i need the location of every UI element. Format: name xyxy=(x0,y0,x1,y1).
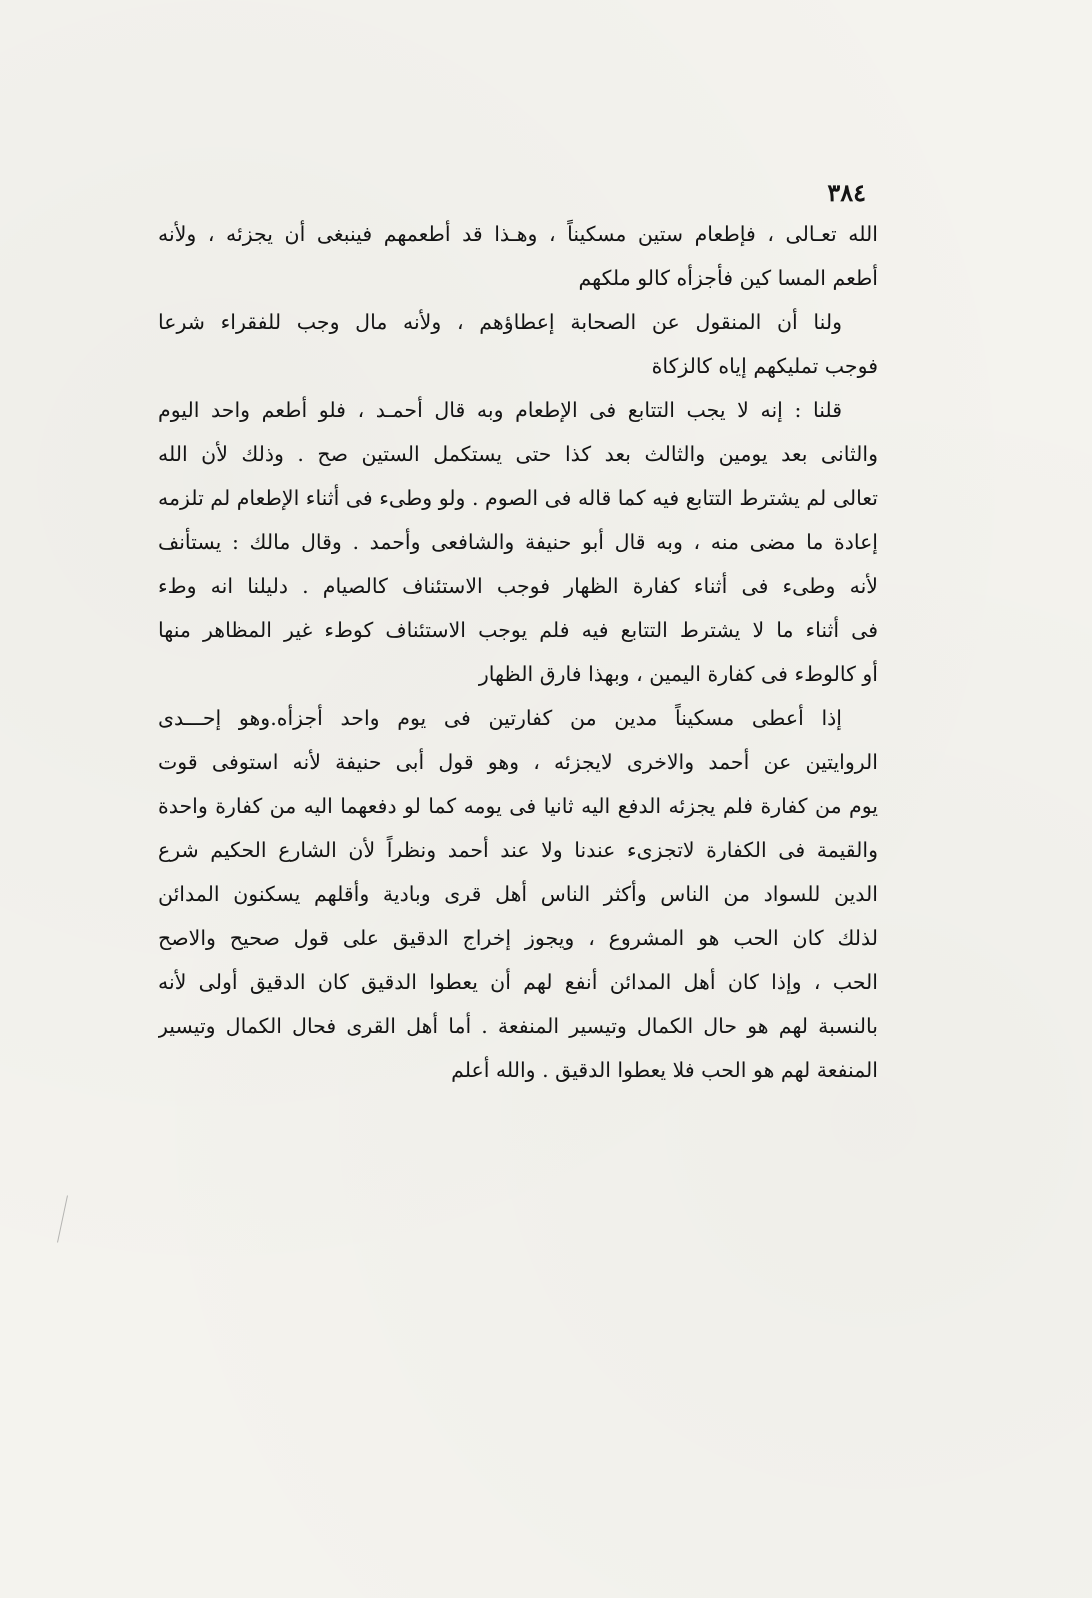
text-line: تعالى لم يشترط التتابع فيه كما قاله فى الصوم . ولو وطىء فى أثناء الإطعام لم تلزمه xyxy=(158,486,878,510)
text-line: الله تعـالى ، فإطعام ستين مسكيناً ، وهـذا قد أطعمهم فينبغى أن يجزئه ، ولأنه xyxy=(158,222,878,246)
text-line: الروايتين عن أحمد والاخرى لايجزئه ، وهو قول أبى حنيفة لأنه استوفى قوت xyxy=(158,750,878,774)
body-text xyxy=(158,212,878,1092)
text-line: فى أثناء ما لا يشترط التتابع فيه فلم يوجب الاستئناف كوطء غير المظاهر منها xyxy=(158,618,878,642)
text-line: لأنه وطىء فى أثناء كفارة الظهار فوجب الاستئناف كالصيام . دليلنا انه وطء xyxy=(158,574,878,598)
text-line: فوجب تمليكهم إياه كالزكاة xyxy=(651,354,878,378)
scan-artifact-mark xyxy=(57,1195,68,1242)
text-line: قلنا : إنه لا يجب التتابع فى الإطعام وبه قال أحمـد ، فلو أطعم واحد اليوم xyxy=(158,398,842,422)
text-line: يوم من كفارة فلم يجزئه الدفع اليه ثانيا فى يومه كما لو دفعهما اليه من كفارة واحدة xyxy=(158,794,878,818)
page-number: ٣٨٤ xyxy=(827,178,866,207)
text-line: المنفعة لهم هو الحب فلا يعطوا الدقيق . والله أعلم xyxy=(451,1058,878,1082)
text-line: والثانى بعد يومين والثالث بعد كذا حتى يستكمل الستين صح . وذلك لأن الله xyxy=(158,442,878,466)
text-line: بالنسبة لهم هو حال الكمال وتيسير المنفعة . أما أهل القرى فحال الكمال وتيسير xyxy=(158,1014,878,1038)
text-line: أطعم المسا كين فأجزأه كالو ملكهم xyxy=(578,266,878,290)
text-line: والقيمة فى الكفارة لاتجزىء عندنا ولا عند أحمد ونظراً لأن الشارع الحكيم شرع xyxy=(158,838,878,862)
text-line: أو كالوطء فى كفارة اليمين ، وبهذا فارق الظهار xyxy=(478,662,878,686)
text-line: إذا أعطى مسكيناً مدين من كفارتين فى يوم واحد أجزأه.وهو إحـــدى xyxy=(158,706,842,730)
text-line: إعادة ما مضى منه ، وبه قال أبو حنيفة والشافعى وأحمد . وقال مالك : يستأنف xyxy=(158,530,878,554)
text-line: ولنا أن المنقول عن الصحابة إعطاؤهم ، ولأنه مال وجب للفقراء شرعا xyxy=(158,310,842,334)
text-line: لذلك كان الحب هو المشروع ، ويجوز إخراج الدقيق على قول صحيح والاصح xyxy=(158,926,878,950)
text-line: الحب ، وإذا كان أهل المدائن أنفع لهم أن يعطوا الدقيق كان الدقيق أولى لأنه xyxy=(158,970,878,994)
text-line: الدين للسواد من الناس وأكثر الناس أهل قرى وبادية وأقلهم يسكنون المدائن xyxy=(158,882,878,906)
